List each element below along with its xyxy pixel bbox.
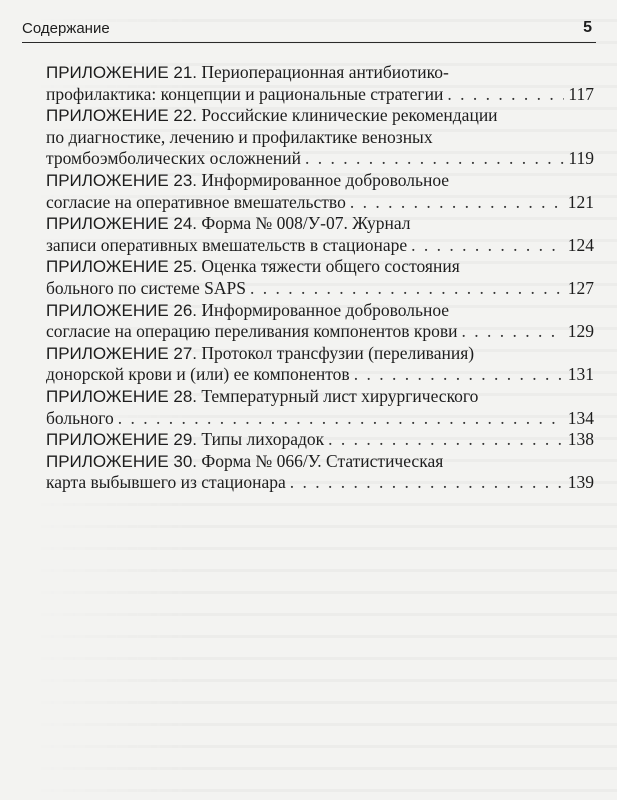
entry-title-text: донорской крови и (или) ее компонентов <box>46 364 350 385</box>
entry-title-text: Российские клинические рекомендации <box>201 105 498 126</box>
entry-title-text: Информированное добровольное <box>201 169 450 190</box>
toc-entry-line <box>46 256 594 278</box>
toc-entry-line <box>46 192 594 214</box>
toc-entry[interactable] <box>46 343 594 386</box>
page-number: 5 <box>583 19 592 36</box>
toc-entry-line <box>46 429 594 451</box>
entry-title-text: Периоперационная антибиотико- <box>201 62 449 82</box>
appendix-label: ПРИЛОЖЕНИЕ 28. <box>46 386 198 406</box>
dot-leader <box>350 192 564 214</box>
toc-entry[interactable] <box>46 256 594 299</box>
entry-page-number: 139 <box>567 472 594 493</box>
toc-entry[interactable] <box>46 213 594 256</box>
toc-entry-line <box>46 321 594 343</box>
toc-entry[interactable] <box>46 170 594 213</box>
toc-entry-line <box>46 213 594 235</box>
toc-entry-line <box>46 170 594 192</box>
entry-title-text: записи оперативных вмешательств в стационаре <box>46 234 408 255</box>
toc-entry-line <box>46 451 594 473</box>
appendix-label: ПРИЛОЖЕНИЕ 25. <box>46 257 198 277</box>
dot-leader <box>290 472 564 494</box>
toc-entry-line <box>46 300 594 322</box>
running-header <box>22 18 596 43</box>
toc-entry[interactable] <box>46 429 594 451</box>
toc-entry[interactable] <box>46 62 594 105</box>
dot-leader <box>411 235 564 257</box>
toc-entry-line <box>46 62 594 84</box>
toc-entry[interactable] <box>46 386 594 429</box>
entry-title-text: Оценка тяжести общего состояния <box>201 256 460 277</box>
entry-page-number: 129 <box>567 321 594 342</box>
entry-page-number: 121 <box>567 191 594 212</box>
entry-title-text: Типы лихорадок <box>201 429 325 450</box>
toc-entry[interactable] <box>46 300 594 343</box>
appendix-label: ПРИЛОЖЕНИЕ 27. <box>46 343 198 363</box>
appendix-label: ПРИЛОЖЕНИЕ 21. <box>46 63 198 82</box>
entry-page-number: 134 <box>567 407 594 428</box>
toc-entry-line <box>46 364 594 386</box>
toc-entry[interactable] <box>46 105 594 170</box>
entry-title-text: больного <box>46 407 114 428</box>
toc-entry-line <box>46 127 594 149</box>
toc-entry-line <box>46 278 594 300</box>
appendix-label: ПРИЛОЖЕНИЕ 23. <box>46 170 198 190</box>
entry-title-text: Форма № 066/У. Статистическая <box>201 450 444 471</box>
appendix-label: ПРИЛОЖЕНИЕ 26. <box>46 300 198 320</box>
dot-leader <box>447 84 564 106</box>
toc-entry-line <box>46 235 594 257</box>
toc-entry-line <box>46 105 594 127</box>
entry-title-text: профилактика: концепции и рациональные стратегии <box>46 83 444 104</box>
entry-page-number: 127 <box>567 277 594 298</box>
entry-title-text: согласие на оперативное вмешательство <box>46 191 346 212</box>
dot-leader <box>462 321 564 343</box>
toc-entry-line <box>46 148 594 170</box>
dot-leader <box>328 429 564 451</box>
toc-entry-line <box>46 472 594 494</box>
dot-leader <box>305 148 564 170</box>
entry-title-text: Температурный лист хирургического <box>201 385 479 406</box>
toc-entry-line <box>46 386 594 408</box>
entry-page-number: 138 <box>567 429 594 450</box>
entry-title-text: согласие на операцию переливания компонентов крови <box>46 321 458 342</box>
entry-title-text: Информированное добровольное <box>201 299 450 320</box>
entry-page-number: 119 <box>568 148 594 169</box>
toc-entry-line <box>46 84 594 106</box>
entry-title-text: по диагностике, лечению и профилактике венозных <box>46 126 433 147</box>
entry-page-number: 131 <box>567 364 594 385</box>
toc-entry-line <box>46 343 594 365</box>
appendix-label: ПРИЛОЖЕНИЕ 24. <box>46 214 198 234</box>
appendix-label: ПРИЛОЖЕНИЕ 30. <box>46 451 198 471</box>
appendix-label: ПРИЛОЖЕНИЕ 29. <box>46 430 198 450</box>
entry-page-number: 117 <box>568 83 594 104</box>
entry-title-text: тромбоэмболических осложнений <box>46 148 302 169</box>
table-of-contents <box>46 62 594 494</box>
dot-leader <box>118 408 564 430</box>
entry-title-text: Форма № 008/У-07. Журнал <box>201 213 411 234</box>
entry-title-text: Протокол трансфузии (переливания) <box>201 342 475 363</box>
dot-leader <box>354 364 564 386</box>
entry-title-text: больного по системе SAPS <box>46 277 246 298</box>
toc-entry-line <box>46 408 594 430</box>
section-title: Содержание <box>22 20 110 37</box>
entry-title-text: карта выбывшего из стационара <box>46 472 286 493</box>
dot-leader <box>250 278 564 300</box>
appendix-label: ПРИЛОЖЕНИЕ 22. <box>46 106 198 126</box>
toc-entry[interactable] <box>46 451 594 494</box>
entry-page-number: 124 <box>567 234 594 255</box>
